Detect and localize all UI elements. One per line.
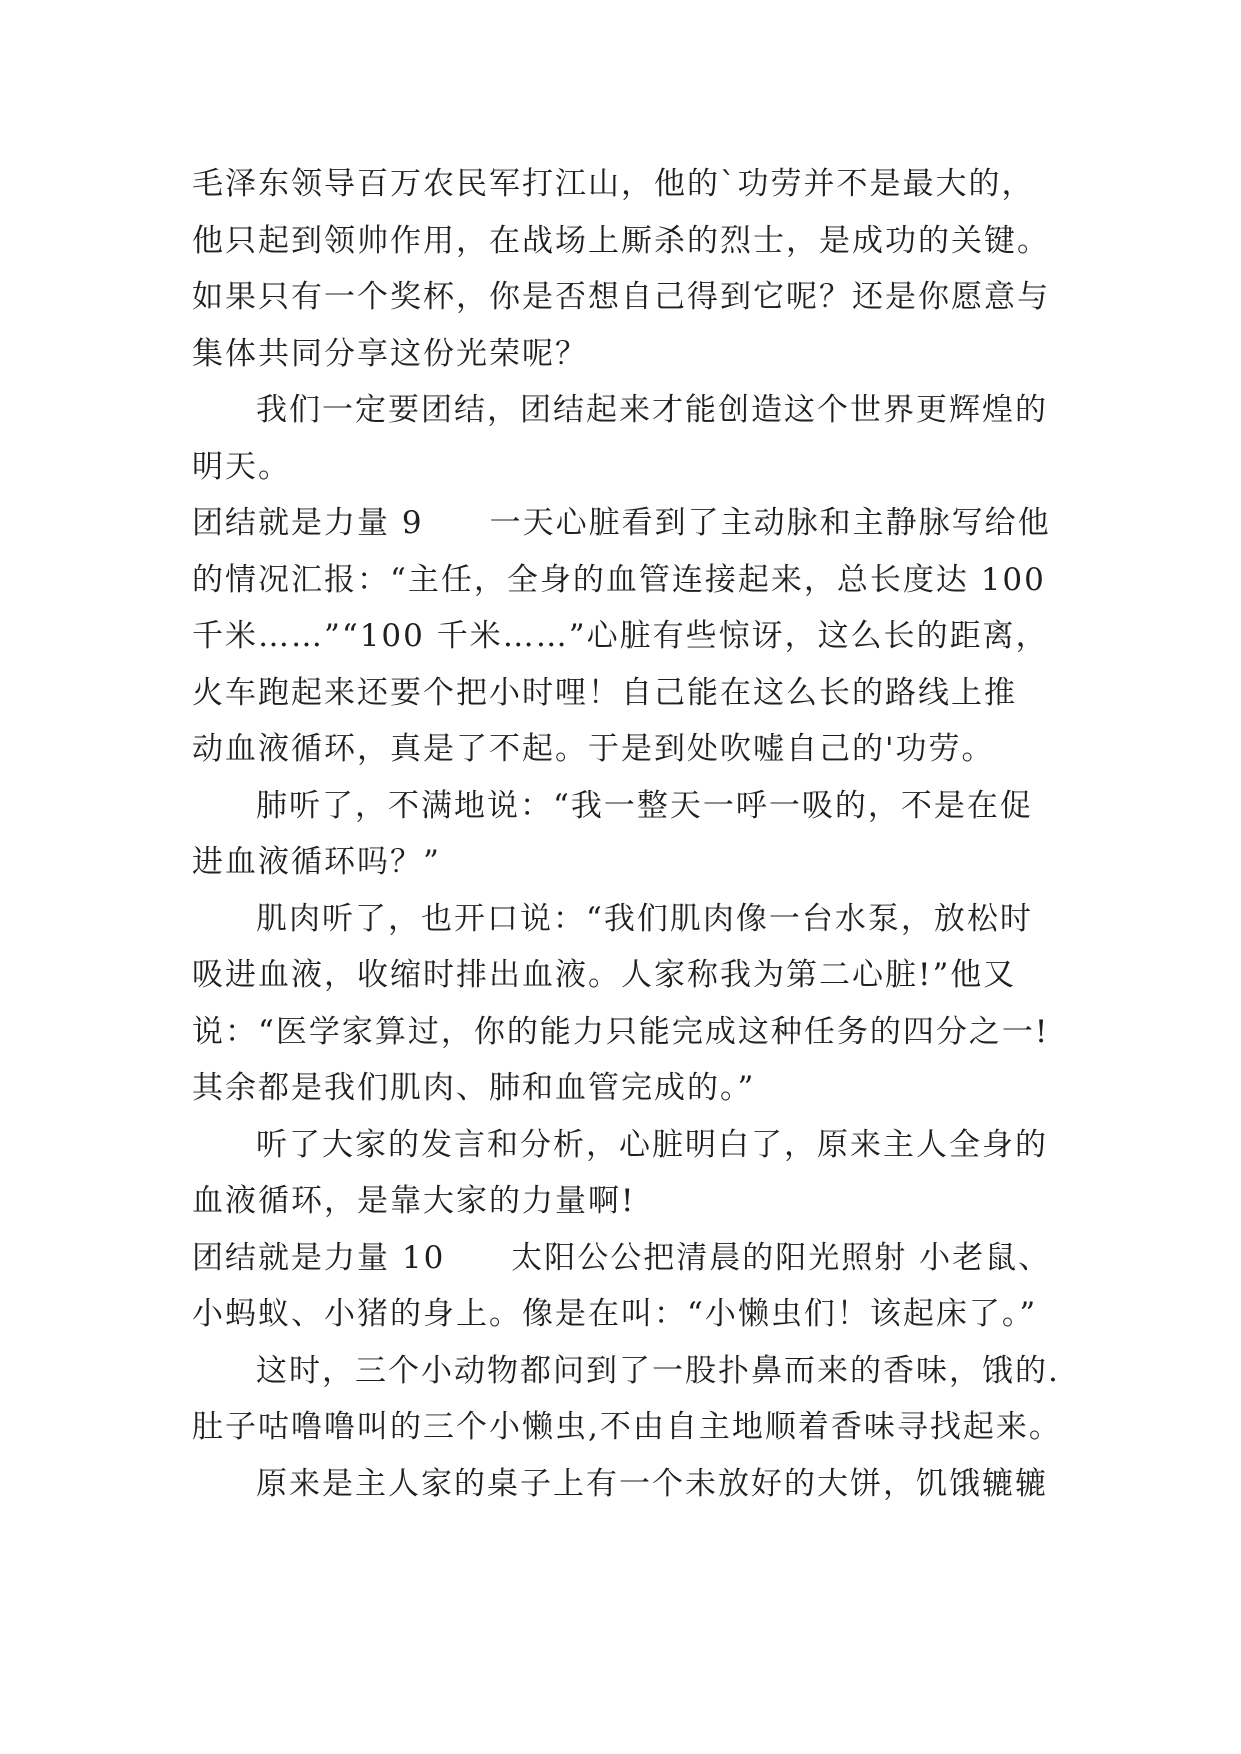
text-line: 肌肉听了，也开口说：“我们肌肉像一台水泵，放松时 (256, 900, 1033, 937)
text-line: 毛泽东领导百万农民军打江山，他的`功劳并不是最大的， (192, 166, 1035, 202)
text-line: 吸进血液，收缩时排出血液。人家称我为第二心脏!”他又 (192, 957, 1017, 993)
section-heading-line: 团结就是力量 9 一天心脏看到了主动脉和主静脉写给他 (192, 505, 1051, 541)
text-line: 进血液循环吗？” (192, 844, 441, 880)
text-line: 的情况汇报：“主任，全身的血管连接起来，总长度达 100 (192, 561, 1046, 598)
text-line: 肺听了，不满地说：“我一整天一呼一吸的，不是在促 (256, 787, 1033, 824)
text-line: 听了大家的发言和分析，心脏明白了，原来主人全身的 (256, 1126, 1048, 1163)
text-line: 其余都是我们肌肉、肺和血管完成的。” (192, 1070, 756, 1106)
text-line: 集体共同分享这份光荣呢？ (192, 335, 588, 372)
text-line: 千米……”“100 千米……”心脏有些惊讶，这么长的距离， (192, 618, 1049, 654)
text-line: 他只起到领帅作用，在战场上厮杀的烈士，是成功的关键。 (192, 222, 1050, 259)
text-line: 如果只有一个奖杯，你是否想自己得到它呢？还是你愿意与 (192, 279, 1050, 315)
text-line: 小蚂蚁、小猪的身上。像是在叫：“小懒虫们！该起床了。” (192, 1296, 1038, 1332)
text-line: 肚子咕噜噜叫的三个小懒虫,不由自主地顺着香味寻找起来。 (192, 1409, 1062, 1445)
text-line: 动血液循环，真是了不起。于是到处吹嘘自己的'功劳。 (192, 731, 995, 767)
body-text (192, 156, 1072, 1512)
section-heading-line: 团结就是力量 10 太阳公公把清晨的阳光照射 小老鼠、 (192, 1239, 1052, 1276)
text-line: 我们一定要团结，团结起来才能创造这个世界更辉煌的 (256, 392, 1048, 428)
text-line: 原来是主人家的桌子上有一个未放好的大饼，饥饿辘辘 (256, 1465, 1048, 1502)
text-line: 说：“医学家算过，你的能力只能完成这种任务的四分之一! (192, 1013, 1050, 1050)
text-line: 火车跑起来还要个把小时哩！自己能在这么长的路线上推 (192, 674, 1017, 711)
text-line: 明天。 (192, 448, 291, 485)
text-line: 血液循环，是靠大家的力量啊! (192, 1183, 636, 1219)
text-line: 这时，三个小动物都问到了一股扑鼻而来的香味，饿的. (256, 1352, 1060, 1389)
